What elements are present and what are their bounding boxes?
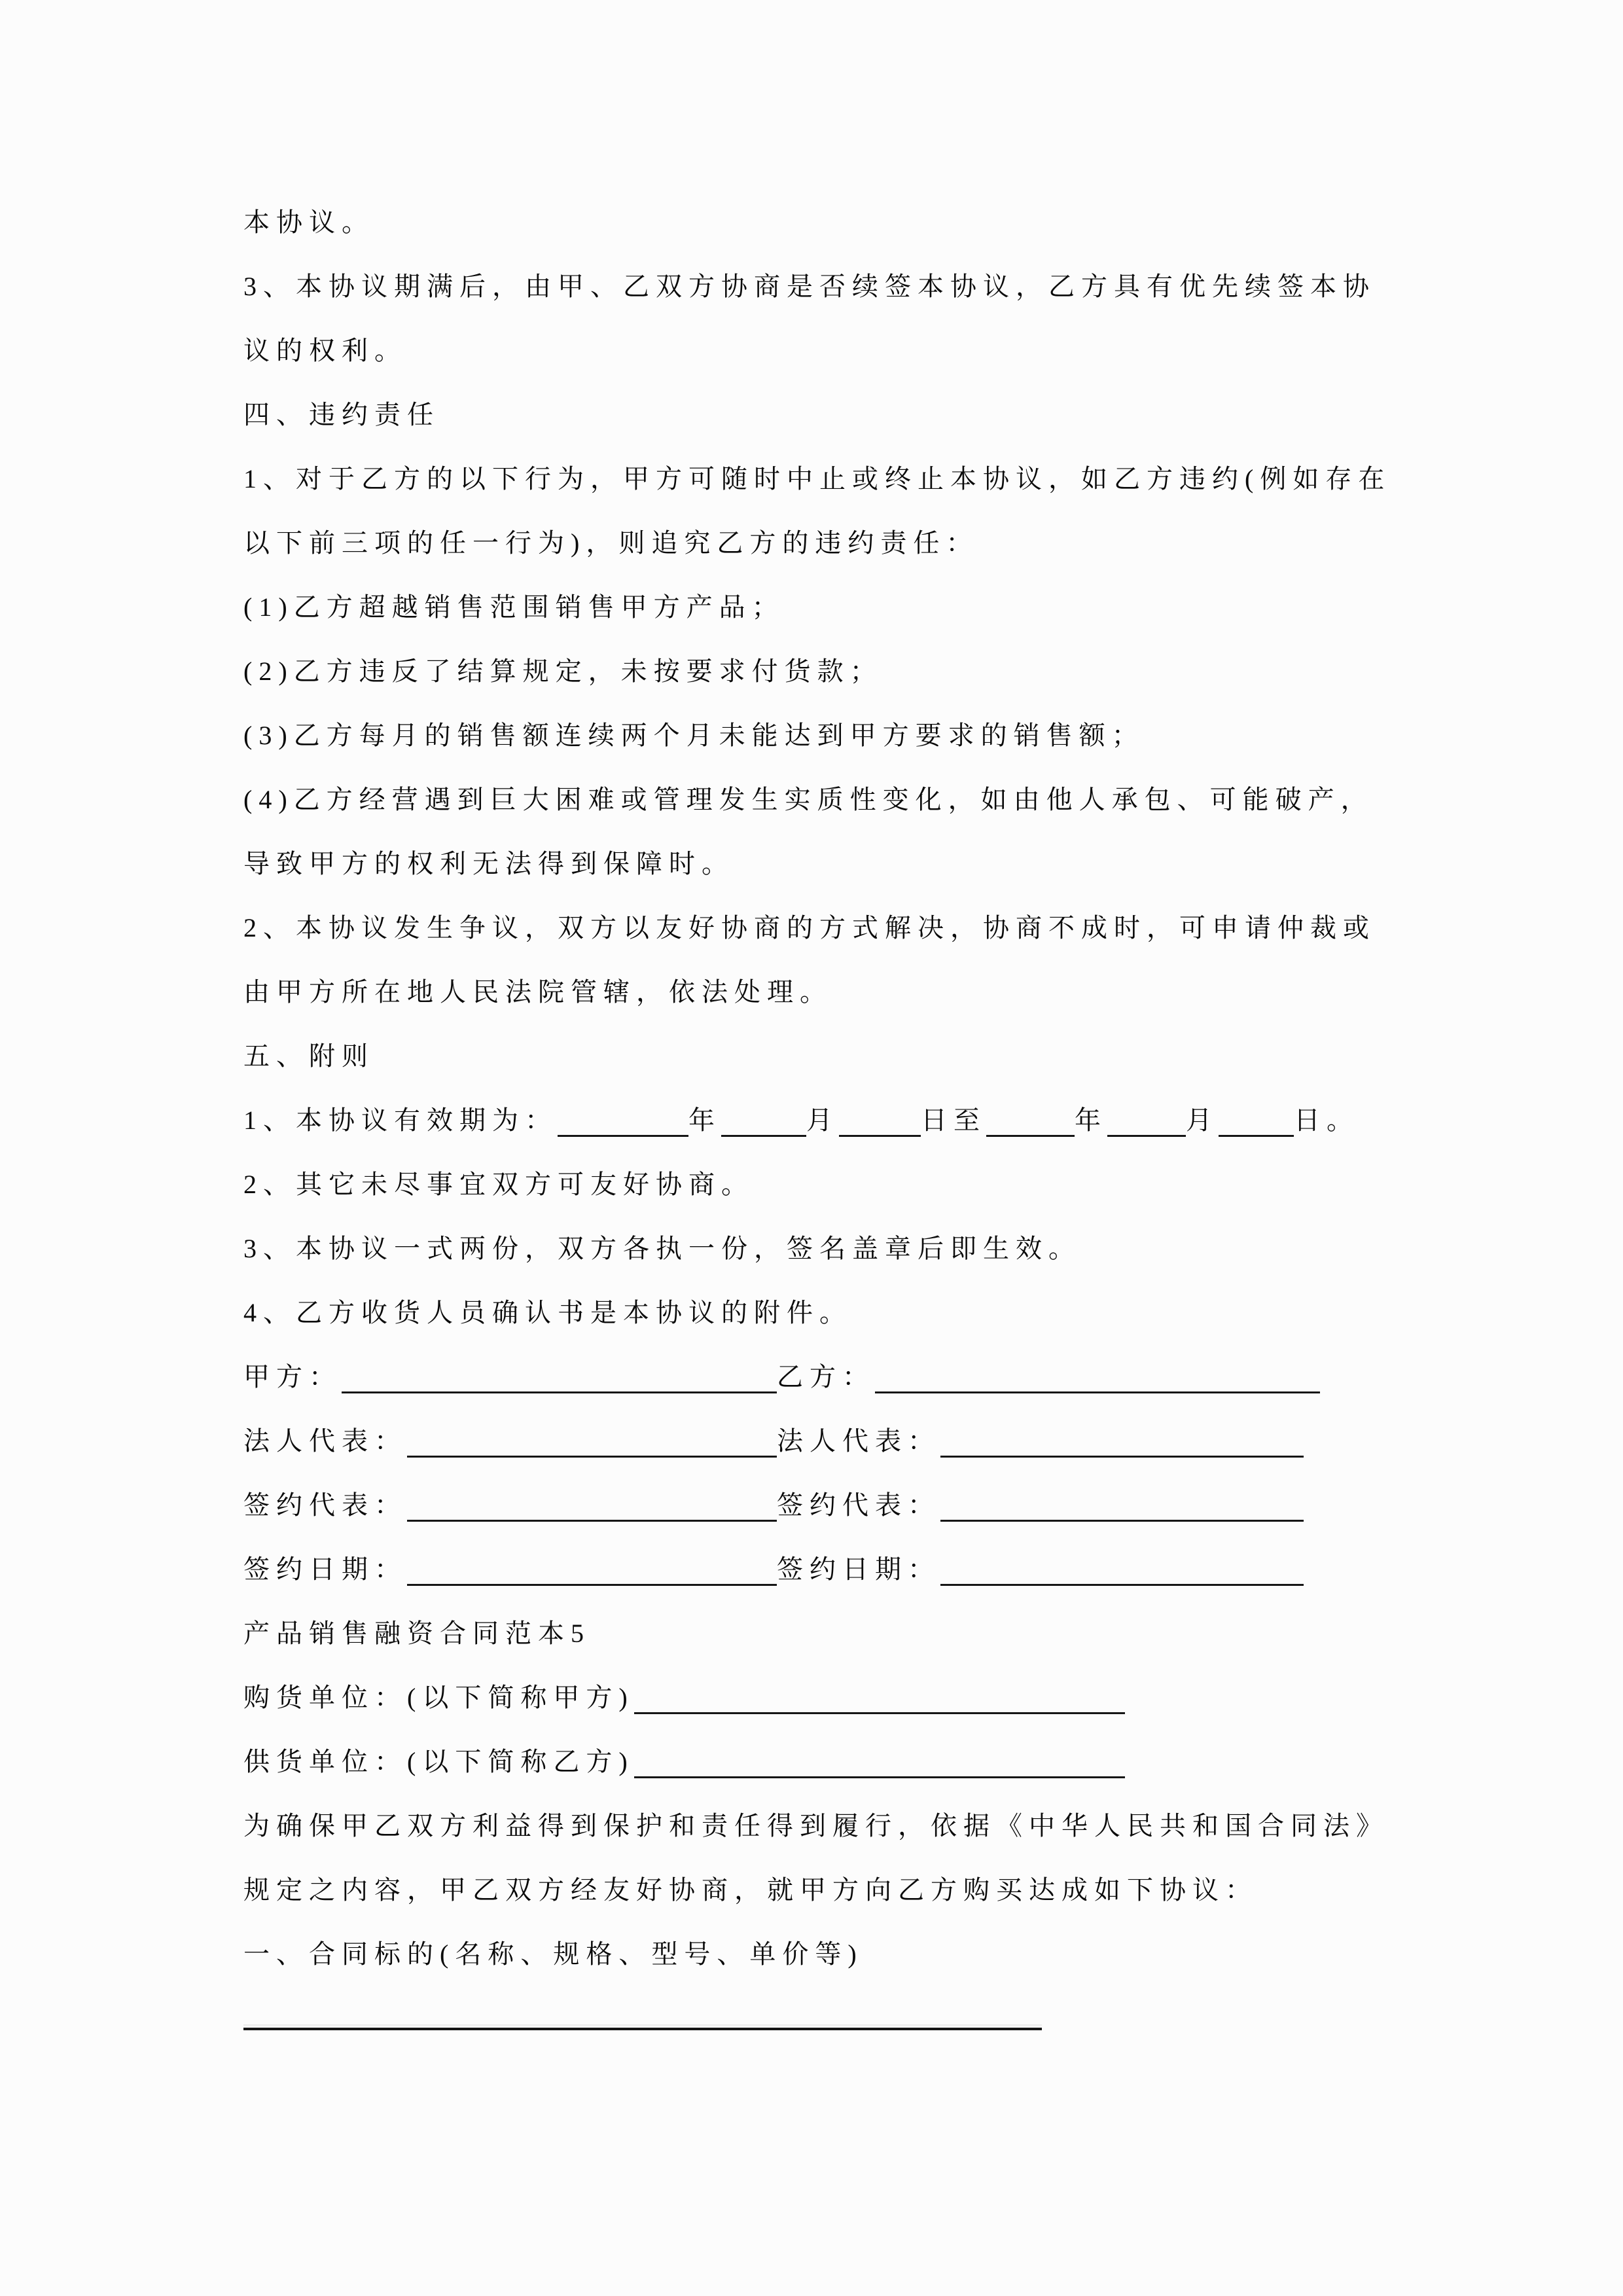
fill-in-blank — [940, 1584, 1304, 1586]
document-line — [243, 1281, 1400, 1345]
fill-in-blank — [1219, 1135, 1294, 1137]
fill-in-blank — [839, 1135, 921, 1137]
text-run: 供货单位：(以下简称乙方) — [243, 1747, 634, 1776]
text-run: 五、附则 — [243, 1041, 374, 1071]
document-line — [243, 383, 1400, 447]
fill-in-blank — [940, 1520, 1304, 1522]
text-run: 4、乙方收货人员确认书是本协议的附件。 — [243, 1298, 852, 1327]
document-line — [243, 832, 1400, 896]
fill-in-blank — [407, 1456, 777, 1458]
document-line — [243, 1537, 1400, 1602]
text-run: 议的权利。 — [243, 336, 407, 365]
text-run: 签约代表： — [777, 1490, 940, 1520]
document-line — [243, 1024, 1400, 1088]
text-run: 2、本协议发生争议，双方以友好协商的方式解决，协商不成时，可申请仲裁或 — [243, 913, 1376, 942]
text-run: 1、本协议有效期为： — [243, 1105, 558, 1135]
document-line — [243, 1858, 1400, 1922]
text-run: 2、其它未尽事宜双方可友好协商。 — [243, 1170, 754, 1199]
text-run: 法人代表： — [243, 1426, 407, 1456]
fill-in-blank — [986, 1135, 1075, 1137]
text-run: 签约日期： — [777, 1554, 940, 1584]
document-line — [243, 1088, 1400, 1153]
document-line — [243, 768, 1400, 832]
document-line — [243, 1922, 1400, 1986]
text-run: 规定之内容，甲乙双方经友好协商，就甲方向乙方购买达成如下协议： — [243, 1875, 1258, 1905]
fill-in-blank — [721, 1135, 806, 1137]
fill-in-blank — [634, 1712, 1125, 1714]
document-line — [243, 1730, 1400, 1794]
fill-in-blank — [1107, 1135, 1186, 1137]
fill-in-blank — [634, 1776, 1125, 1778]
document-line — [243, 1666, 1400, 1730]
text-run: 月 — [1186, 1105, 1219, 1135]
text-run: 购货单位：(以下简称甲方) — [243, 1683, 634, 1712]
fill-in-blank — [407, 1584, 777, 1586]
text-run: (2)乙方违反了结算规定，未按要求付货款； — [243, 656, 883, 686]
text-run: (3)乙方每月的销售额连续两个月未能达到甲方要求的销售额； — [243, 721, 1145, 750]
text-run: 甲方： — [243, 1362, 342, 1391]
text-run: 3、本协议期满后，由甲、乙双方协商是否续签本协议，乙方具有优先续签本协 — [243, 272, 1376, 301]
divider-line — [243, 2024, 1042, 2030]
text-run: 四、违约责任 — [243, 400, 440, 429]
text-run: 法人代表： — [777, 1426, 940, 1456]
fill-in-blank — [558, 1135, 688, 1137]
document-line — [243, 255, 1400, 319]
document-line — [243, 575, 1400, 639]
fill-in-blank — [875, 1391, 1320, 1393]
divider-line-highlight — [243, 2024, 1042, 2026]
text-run: 乙方： — [777, 1362, 875, 1391]
fill-in-blank — [342, 1391, 777, 1393]
text-run: 产品销售融资合同范本5 — [243, 1619, 590, 1648]
text-run: (4)乙方经营遇到巨大困难或管理发生实质性变化，如由他人承包、可能破产， — [243, 785, 1374, 814]
document-line — [243, 319, 1400, 383]
text-run: 本协议。 — [243, 207, 374, 237]
text-run: (1)乙方超越销售范围销售甲方产品； — [243, 592, 785, 622]
text-run: 签约日期： — [243, 1554, 407, 1584]
document-line — [243, 960, 1400, 1024]
fill-in-blank — [940, 1456, 1304, 1458]
document-line — [243, 511, 1400, 575]
text-run: 为确保甲乙双方利益得到保护和责任得到履行，依据《中华人民共和国合同法》 — [243, 1811, 1389, 1840]
text-run: 3、本协议一式两份，双方各执一份，签名盖章后即生效。 — [243, 1234, 1081, 1263]
fill-in-blank — [407, 1520, 777, 1522]
text-run: 日至 — [921, 1105, 986, 1135]
document-line — [243, 2024, 1400, 2089]
document-line — [243, 1345, 1400, 1409]
text-run: 签约代表： — [243, 1490, 407, 1520]
text-run: 以下前三项的任一行为)，则追究乙方的违约责任： — [243, 528, 979, 558]
document-line — [243, 1409, 1400, 1473]
document-line — [243, 447, 1400, 511]
text-run: 一、合同标的(名称、规格、型号、单价等) — [243, 1939, 863, 1969]
document-line — [243, 1153, 1400, 1217]
document-line — [243, 1602, 1400, 1666]
text-run: 1、对于乙方的以下行为，甲方可随时中止或终止本协议，如乙方违约(例如存在 — [243, 464, 1391, 493]
document-line — [243, 190, 1400, 255]
text-run: 年 — [688, 1105, 721, 1135]
text-run: 年 — [1075, 1105, 1107, 1135]
text-run: 由甲方所在地人民法院管辖，依法处理。 — [243, 977, 832, 1007]
divider-line-stroke — [243, 2028, 1042, 2030]
document-line — [243, 704, 1400, 768]
document-line — [243, 1473, 1400, 1537]
text-run: 日。 — [1294, 1105, 1359, 1135]
text-run: 月 — [806, 1105, 839, 1135]
document-line — [243, 896, 1400, 960]
document-line — [243, 1217, 1400, 1281]
document-line — [243, 1794, 1400, 1858]
document-line — [243, 639, 1400, 704]
text-run: 导致甲方的权利无法得到保障时。 — [243, 849, 734, 878]
